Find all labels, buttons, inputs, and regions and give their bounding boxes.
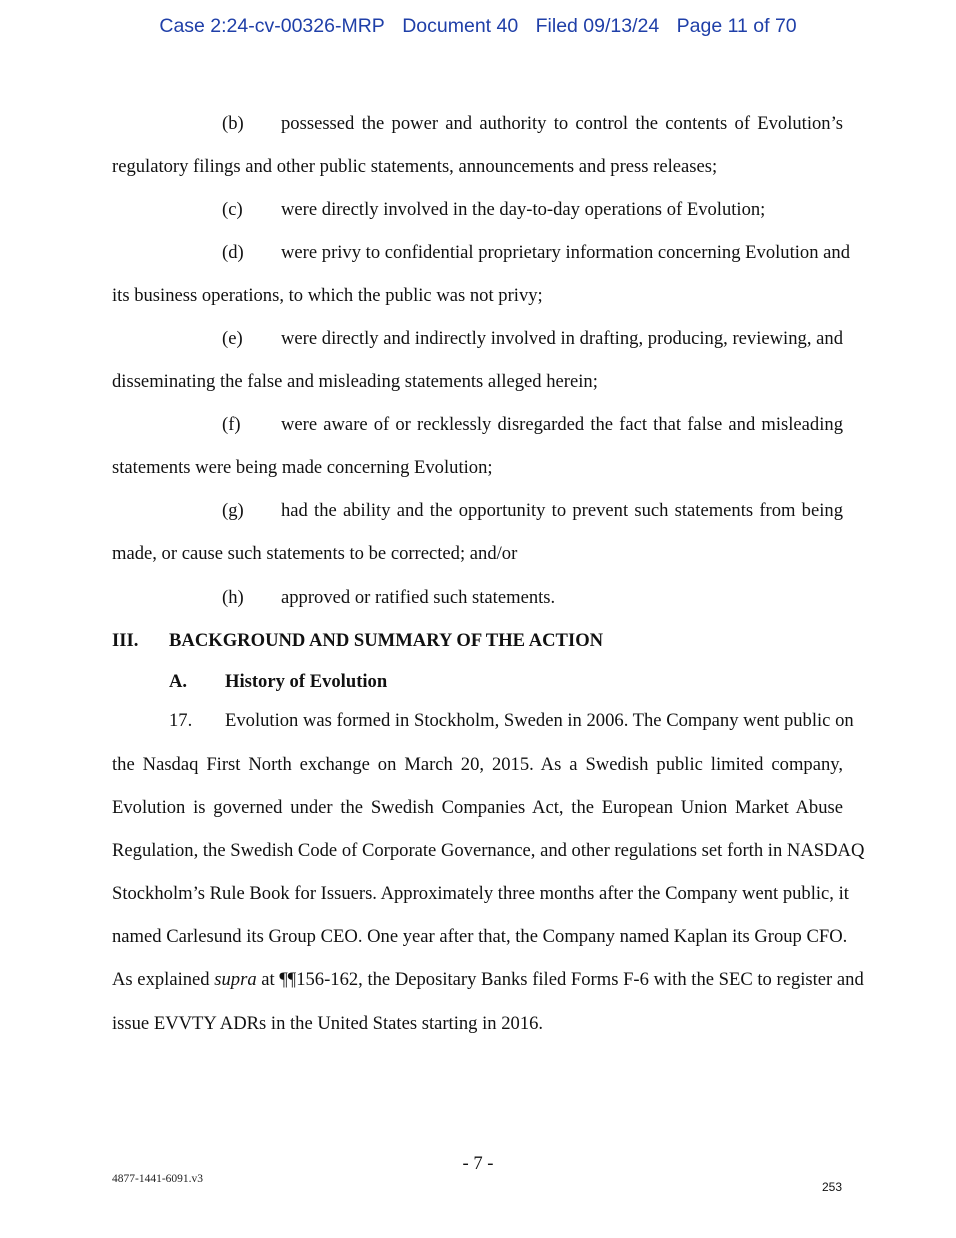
section-number: III. (112, 630, 139, 651)
item-label: (d) (222, 242, 244, 263)
page-number: - 7 - (462, 1153, 494, 1174)
paragraph-line: Regulation, the Swedish Code of Corporate Governance, and other regulations set forth in NASDAQ (112, 840, 865, 861)
item-text: were aware of or recklessly disregarded the fact that false and misleading (281, 414, 843, 435)
item-text: possessed the power and authority to control the contents of Evolution’s (281, 113, 843, 134)
item-text: were directly involved in the day-to-day operations of Evolution; (281, 199, 766, 220)
subsection-letter: A. (169, 671, 188, 692)
bates-number: 253 (822, 1180, 843, 1194)
citation-supra: supra (214, 969, 257, 990)
section-title: BACKGROUND AND SUMMARY OF THE ACTION (169, 630, 604, 651)
item-label: (b) (222, 113, 244, 134)
document-number: Document 40 (402, 15, 519, 37)
item-continuation: disseminating the false and misleading statements alleged herein; (112, 371, 598, 392)
item-label: (g) (222, 500, 244, 521)
item-label: (c) (222, 199, 243, 220)
paragraph-line-with-citation (112, 969, 864, 991)
item-text: were privy to confidential proprietary information concerning Evolution and (281, 242, 850, 263)
case-header (0, 15, 956, 38)
subsection-title: History of Evolution (225, 671, 388, 692)
paragraph-line: named Carlesund its Group CEO. One year after that, the Company named Kaplan its Group CFO. (112, 926, 848, 947)
item-label: (h) (222, 587, 244, 608)
item-text: were directly and indirectly involved in drafting, producing, reviewing, and (281, 328, 843, 349)
citation-prefix: As explained (112, 969, 215, 990)
item-label: (f) (222, 414, 241, 435)
item-text: approved or ratified such statements. (281, 587, 556, 608)
paragraph-line: the Nasdaq First North exchange on March 20, 2015. As a Swedish public limited company, (112, 754, 843, 775)
document-id: 4877-1441-6091.v3 (112, 1173, 204, 1185)
citation-suffix: at ¶¶156-162, the Depositary Banks filed Forms F-6 with the SEC to register and (256, 969, 864, 990)
page-indicator: Page 11 of 70 (676, 15, 797, 37)
item-label: (e) (222, 328, 243, 349)
paragraph-line: Stockholm’s Rule Book for Issuers. Approximately three months after the Company went public, it (112, 883, 849, 904)
item-continuation: made, or cause such statements to be corrected; and/or (112, 543, 518, 564)
item-continuation: its business operations, to which the public was not privy; (112, 285, 543, 306)
item-text: had the ability and the opportunity to prevent such statements from being (281, 500, 843, 521)
item-continuation: statements were being made concerning Evolution; (112, 457, 493, 478)
case-number: Case 2:24-cv-00326-MRP (159, 15, 385, 37)
paragraph-last-line: issue EVVTY ADRs in the United States starting in 2016. (112, 1013, 544, 1034)
paragraph-line: Evolution was formed in Stockholm, Sweden in 2006. The Company went public on (225, 710, 854, 731)
filed-date: Filed 09/13/24 (535, 15, 660, 37)
item-continuation: regulatory filings and other public statements, announcements and press releases; (112, 156, 718, 177)
paragraph-line: Evolution is governed under the Swedish Companies Act, the European Union Market Abuse (112, 797, 843, 818)
paragraph-number: 17. (169, 710, 193, 731)
